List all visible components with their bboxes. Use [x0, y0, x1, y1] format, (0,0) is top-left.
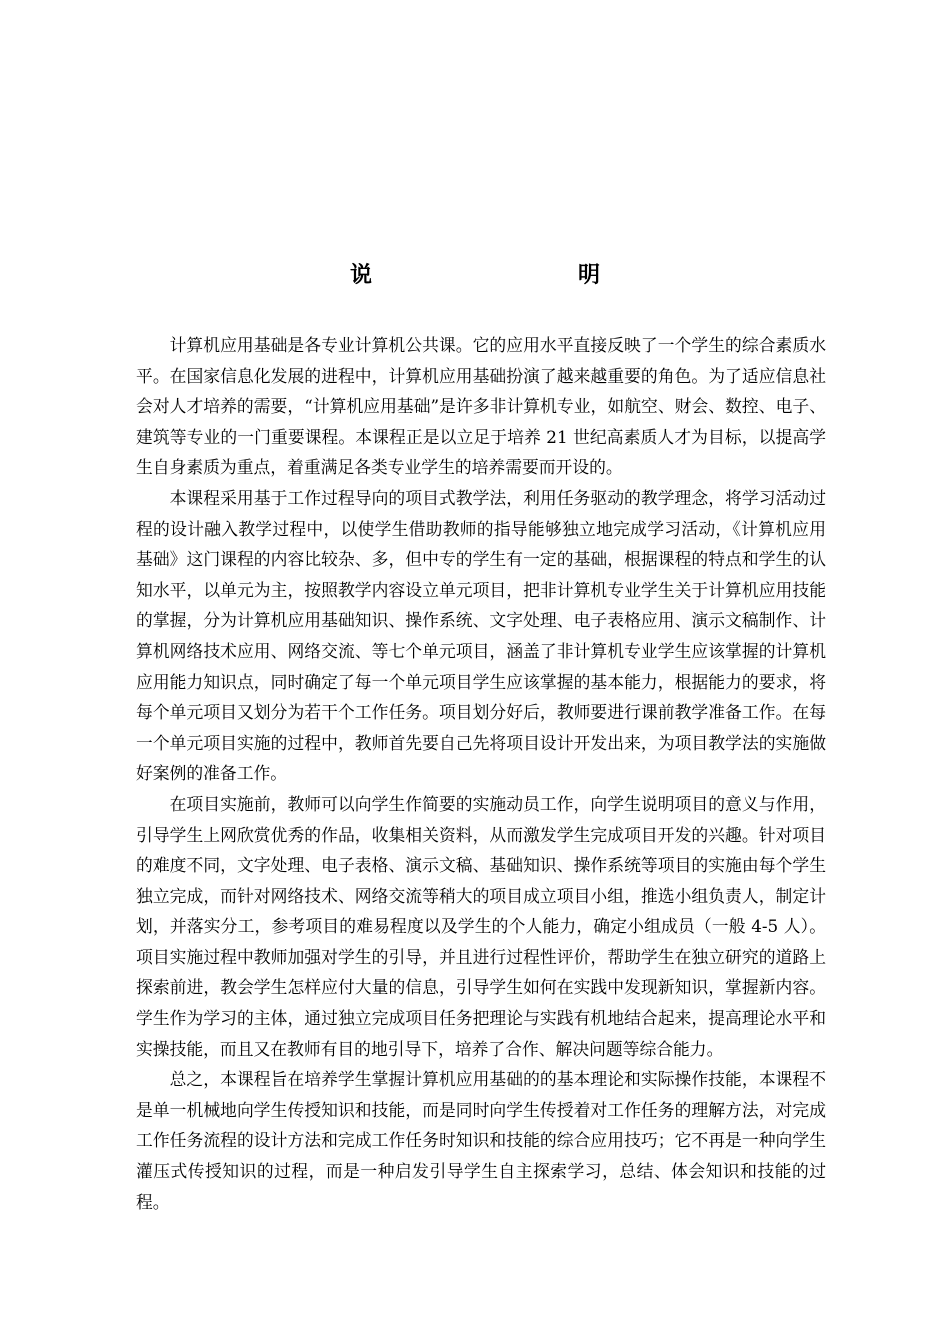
document-body	[136, 330, 826, 1217]
page-title: 说 明	[349, 262, 692, 288]
paragraph-3: 在项目实施前，教师可以向学生作简要的实施动员工作，向学生说明项目的意义与作用，引导学生上网欣赏优秀的作品，收集相关资料，从而激发学生完成项目开发的兴趣。针对项目的难度不同，文字处理、电子表格、演示文稿、基础知识、操作系统等项目的实施由每个学生独立完成，而针对网络技术、网络交流等稍大的项目成立项目小组，推选小组负责人，制定计划，并落实分工，参考项目的难易程度以及学生的个人能力，确定小组成员（一般 4-5 人）。项目实施过程中教师加强对学生的引导，并且进行过程性评价，帮助学生在独立研究的道路上探索前进，教会学生怎样应付大量的信息，引导学生如何在实践中发现新知识，掌握新内容。学生作为学习的主体，通过独立完成项目任务把理论与实践有机地结合起来，提高理论水平和实操技能，而且又在教师有目的地引导下，培养了合作、解决问题等综合能力。	[136, 793, 826, 1059]
paragraph-2: 本课程采用基于工作过程导向的项目式教学法，利用任务驱动的教学理念，将学习活动过程的设计融入教学过程中，以使学生借助教师的指导能够独立地完成学习活动，《计算机应用基础》这门课程的内容比较杂、多，但中专的学生有一定的基础，根据课程的特点和学生的认知水平，以单元为主，按照教学内容设立单元项目，把非计算机专业学生关于计算机应用技能的掌握，分为计算机应用基础知识、操作系统、文字处理、电子表格应用、演示文稿制作、计算机网络技术应用、网络交流、等七个单元项目，涵盖了非计算机专业学生应该掌握的计算机应用能力知识点，同时确定了每一个单元项目学生应该掌握的基本能力，根据能力的要求，将每个单元项目又划分为若干个工作任务。项目划分好后，教师要进行课前教学准备工作。在每一个单元项目实施的过程中，教师首先要自己先将项目设计开发出来，为项目教学法的实施做好案例的准备工作。	[136, 487, 826, 784]
paragraph-4: 总之，本课程旨在培养学生掌握计算机应用基础的的基本理论和实际操作技能，本课程不是单一机械地向学生传授知识和技能，而是同时向学生传授着对工作任务的理解方法，对完成工作任务流程的设计方法和完成工作任务时知识和技能的综合应用技巧；它不再是一种向学生灌压式传授知识的过程，而是一种启发引导学生自主探索学习，总结、体会知识和技能的过程。	[136, 1069, 826, 1212]
paragraph-1: 计算机应用基础是各专业计算机公共课。它的应用水平直接反映了一个学生的综合素质水平。在国家信息化发展的进程中，计算机应用基础扮演了越来越重要的角色。为了适应信息社会对人才培养的需要，“计算机应用基础”是许多非计算机专业，如航空、财会、数控、电子、建筑等专业的一门重要课程。本课程正是以立足于培养 21 世纪高素质人才为目标，以提高学生自身素质为重点，着重满足各类专业学生的培养需要而开设的。	[136, 335, 826, 478]
